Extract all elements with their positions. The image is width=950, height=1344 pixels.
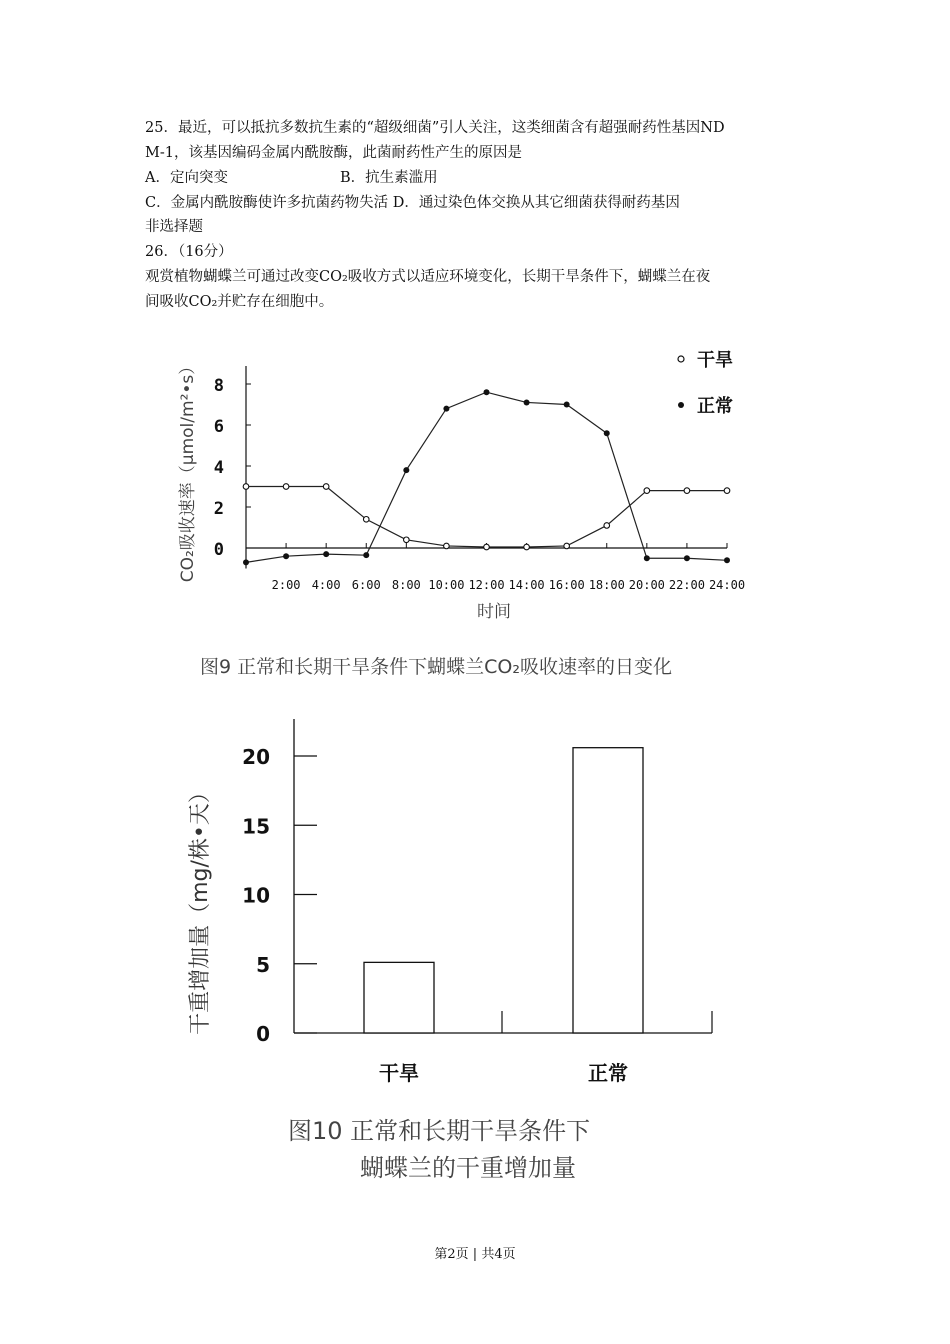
fig9-x-tick-label: 10:00 bbox=[428, 578, 465, 592]
legend-normal-label: 正常 bbox=[697, 396, 733, 417]
fig9-y-axis-label: CO₂吸收速率（μmol/m²•s） bbox=[178, 357, 198, 583]
normal-bar bbox=[573, 748, 643, 1033]
fig9-x-axis-label: 时间 bbox=[477, 602, 511, 622]
fig9-x-tick-label: 8:00 bbox=[391, 578, 421, 592]
fig9-x-tick-label: 14:00 bbox=[508, 578, 545, 592]
q26-line2: 间吸收CO₂并贮存在细胞中。 bbox=[145, 294, 334, 310]
fig10-caption-line2: 蝴蝶兰的干重增加量 bbox=[360, 1154, 576, 1182]
fig9-x-tick-label: 12:00 bbox=[468, 578, 505, 592]
fig10-y-axis-label: 干重增加量（mg/株•天） bbox=[188, 781, 213, 1035]
fig9-y-tick-label: 4 bbox=[213, 458, 224, 478]
fig9-y-tick-label: 6 bbox=[213, 417, 224, 437]
q25-line2: M-1，该基因编码金属内酰胺酶，此菌耐药性产生的原因是 bbox=[145, 145, 522, 161]
fig10-category-label: 正常 bbox=[588, 1061, 628, 1085]
q25-line1: 25．最近，可以抵抗多数抗生素的“超级细菌”引人关注，这类细菌含有超强耐药性基因ND bbox=[145, 120, 725, 136]
fig10-y-tick-label: 5 bbox=[256, 952, 270, 977]
fig9-x-tick-label: 16:00 bbox=[548, 578, 585, 592]
fig9-x-tick-label: 2:00 bbox=[271, 578, 301, 592]
page-footer: 第2页 | 共4页 bbox=[434, 1247, 516, 1262]
fig10-y-tick-label: 20 bbox=[242, 745, 270, 769]
legend-drought-label: 干旱 bbox=[697, 350, 733, 371]
section-heading: 非选择题 bbox=[145, 219, 203, 235]
fig9-x-tick-label: 24:00 bbox=[708, 578, 746, 592]
fig9-y-tick-label: 8 bbox=[213, 376, 224, 396]
fig9-y-tick-label: 0 bbox=[213, 540, 224, 560]
fig10-y-tick-label: 15 bbox=[242, 814, 270, 839]
fig9-x-tick-label: 6:00 bbox=[351, 578, 381, 592]
fig9-x-tick-label: 22:00 bbox=[668, 578, 705, 592]
q25-option-b: B．抗生素滥用 bbox=[340, 170, 438, 186]
fig9-x-tick-label: 20:00 bbox=[628, 578, 665, 592]
fig9-y-tick-label: 2 bbox=[213, 499, 224, 519]
q26-line1: 观赏植物蝴蝶兰可通过改变CO₂吸收方式以适应环境变化，长期干旱条件下，蝴蝶兰在夜 bbox=[145, 269, 711, 285]
fig9-x-tick-label: 4:00 bbox=[311, 578, 341, 592]
fig10-caption-line1: 图10 正常和长期干旱条件下 bbox=[288, 1117, 591, 1145]
fig9-caption: 图9 正常和长期干旱条件下蝴蝶兰CO₂吸收速率的日变化 bbox=[200, 656, 672, 678]
q25-option-cd: C．金属内酰胺酶使许多抗菌药物失活 D．通过染色体交换从其它细菌获得耐药基因 bbox=[145, 195, 680, 211]
fig10-y-tick-label: 10 bbox=[242, 883, 270, 908]
q26-number: 26．（16分） bbox=[145, 244, 233, 260]
fig9-x-tick-label: 18:00 bbox=[588, 578, 625, 592]
fig10-bars bbox=[364, 748, 643, 1085]
fig10-y-tick-label: 0 bbox=[256, 1022, 270, 1046]
fig10-category-label: 干旱 bbox=[379, 1061, 419, 1085]
drought-bar bbox=[364, 962, 434, 1033]
q25-option-a: A．定向突变 bbox=[145, 170, 228, 186]
